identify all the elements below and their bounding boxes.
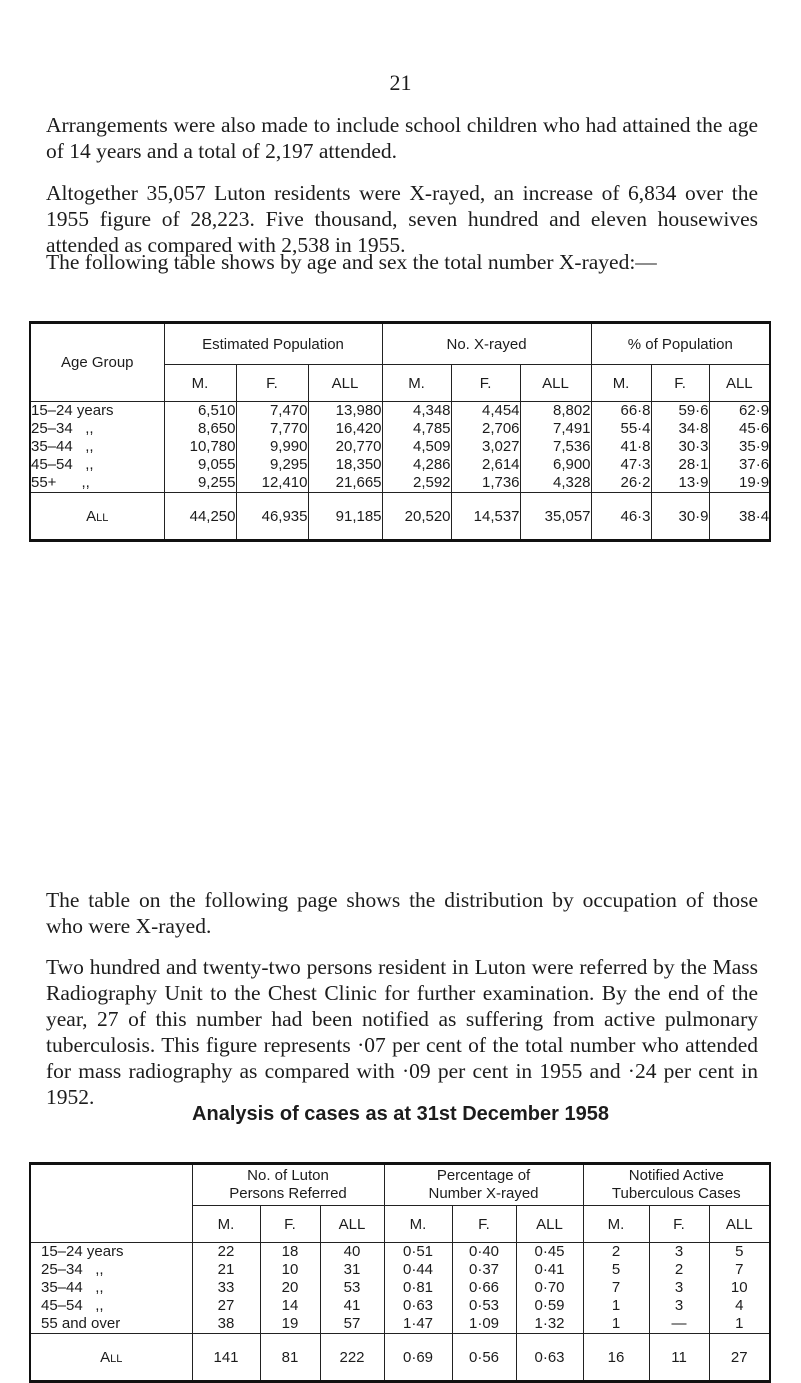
column-values: 22 21 33 27 38	[192, 1243, 260, 1334]
subheader-m: M.	[192, 1206, 260, 1243]
no-xrayed-header: No. X-rayed	[382, 323, 591, 365]
notified-cases-header: Notified Active Tuberculous Cases	[583, 1164, 770, 1206]
subheader-all: ALL	[320, 1206, 384, 1243]
column-values: 4,348 4,785 4,509 4,286 2,592	[382, 402, 451, 493]
total-value: 222	[320, 1334, 384, 1382]
paragraph-table-intro: The following table shows by age and sex the total number X-rayed:—	[46, 250, 657, 274]
total-value: 141	[192, 1334, 260, 1382]
all-label: All	[30, 1334, 192, 1382]
column-values: 0·51 0·44 0·81 0·63 1·47	[384, 1243, 452, 1334]
column-values: 59·6 34·8 30·3 28·1 13·9	[651, 402, 709, 493]
subheader-m: M.	[591, 365, 651, 402]
xrayed-by-age-sex-table	[29, 321, 771, 542]
total-value: 35,057	[520, 493, 591, 541]
column-values: 7,470 7,770 9,990 9,295 12,410	[236, 402, 308, 493]
subheader-m: M.	[384, 1206, 452, 1243]
total-value: 46·3	[591, 493, 651, 541]
page-number: 21	[389, 70, 412, 95]
column-values: 0·45 0·41 0·70 0·59 1·32	[516, 1243, 583, 1334]
column-values: 66·8 55·4 41·8 47·3 26·2	[591, 402, 651, 493]
subheader-m: M.	[164, 365, 236, 402]
subheader-f: F.	[651, 365, 709, 402]
subheader-f: F.	[451, 365, 520, 402]
subheader-all: ALL	[308, 365, 382, 402]
column-values: 4,454 2,706 3,027 2,614 1,736	[451, 402, 520, 493]
table-row-total	[30, 1334, 770, 1382]
total-value: 11	[649, 1334, 709, 1382]
subheader-f: F.	[260, 1206, 320, 1243]
column-values: 13,980 16,420 20,770 18,350 21,665	[308, 402, 382, 493]
subheader-all: ALL	[516, 1206, 583, 1243]
estimated-population-header: Estimated Population	[164, 323, 382, 365]
total-value: 46,935	[236, 493, 308, 541]
age-group-labels: 15–24 years 25–34 ,, 35–44 ,, 45–54 ,, 55+ ,,	[30, 402, 164, 493]
subheader-m: M.	[583, 1206, 649, 1243]
total-value: 0·69	[384, 1334, 452, 1382]
total-value: 20,520	[382, 493, 451, 541]
percentage-xrayed-header: Percentage of Number X-rayed	[384, 1164, 583, 1206]
subheader-m: M.	[382, 365, 451, 402]
column-values: 40 31 53 41 57	[320, 1243, 384, 1334]
total-value: 0·63	[516, 1334, 583, 1382]
column-values: 62·9 45·6 35·9 37·6 19·9	[709, 402, 770, 493]
paragraph-occupation: The table on the following page shows the distribution by occupation of those who were X-rayed.	[46, 888, 758, 938]
table-row	[30, 402, 770, 493]
age-group-header: Age Group	[30, 323, 164, 402]
subheader-f: F.	[452, 1206, 516, 1243]
total-value: 38·4	[709, 493, 770, 541]
empty-header-cell	[30, 1164, 192, 1243]
subheader-all: ALL	[709, 1206, 770, 1243]
table-row-total	[30, 493, 770, 541]
age-group-labels: 15–24 years 25–34 ,, 35–44 ,, 45–54 ,, 55 and over	[30, 1243, 192, 1334]
total-value: 81	[260, 1334, 320, 1382]
column-values: 6,510 8,650 10,780 9,055 9,255	[164, 402, 236, 493]
table-row	[30, 1243, 770, 1334]
column-values: 3 2 3 3 —	[649, 1243, 709, 1334]
total-value: 27	[709, 1334, 770, 1382]
analysis-heading: Analysis of cases as at 31st December 1958	[192, 1103, 609, 1125]
paragraph-referrals: Two hundred and twenty-two persons resident in Luton were referred by the Mass Radiography Unit to the Chest Clinic for further examination. By the end of the year, 27 of this number had been notified as suffering from active pulmonary tuberculosis. This figure represents ·07 per cent of the total number who attended for mass radiography as compared with ·09 per cent in 1955 and ·24 per cent in 1952.	[46, 955, 758, 1109]
column-values: 8,802 7,491 7,536 6,900 4,328	[520, 402, 591, 493]
column-values: 0·40 0·37 0·66 0·53 1·09	[452, 1243, 516, 1334]
percent-population-header: % of Population	[591, 323, 770, 365]
all-label: All	[30, 493, 164, 541]
total-value: 16	[583, 1334, 649, 1382]
column-values: 2 5 7 1 1	[583, 1243, 649, 1334]
subheader-f: F.	[236, 365, 308, 402]
paragraph-school-children: Arrangements were also made to include school children who had attained the age of 14 years and a total of 2,197 attended.	[46, 113, 758, 163]
total-value: 30·9	[651, 493, 709, 541]
subheader-all: ALL	[709, 365, 770, 402]
total-value: 0·56	[452, 1334, 516, 1382]
total-value: 14,537	[451, 493, 520, 541]
analysis-of-cases-table	[29, 1162, 771, 1383]
column-values: 18 10 20 14 19	[260, 1243, 320, 1334]
persons-referred-header: No. of Luton Persons Referred	[192, 1164, 384, 1206]
total-value: 91,185	[308, 493, 382, 541]
total-value: 44,250	[164, 493, 236, 541]
column-values: 5 7 10 4 1	[709, 1243, 770, 1334]
subheader-all: ALL	[520, 365, 591, 402]
paragraph-total-xrayed: Altogether 35,057 Luton residents were X-rayed, an increase of 6,834 over the 1955 figure of 28,223. Five thousand, seven hundred and eleven housewives attended as compared with 2,538 in 1955.	[46, 181, 758, 257]
subheader-f: F.	[649, 1206, 709, 1243]
